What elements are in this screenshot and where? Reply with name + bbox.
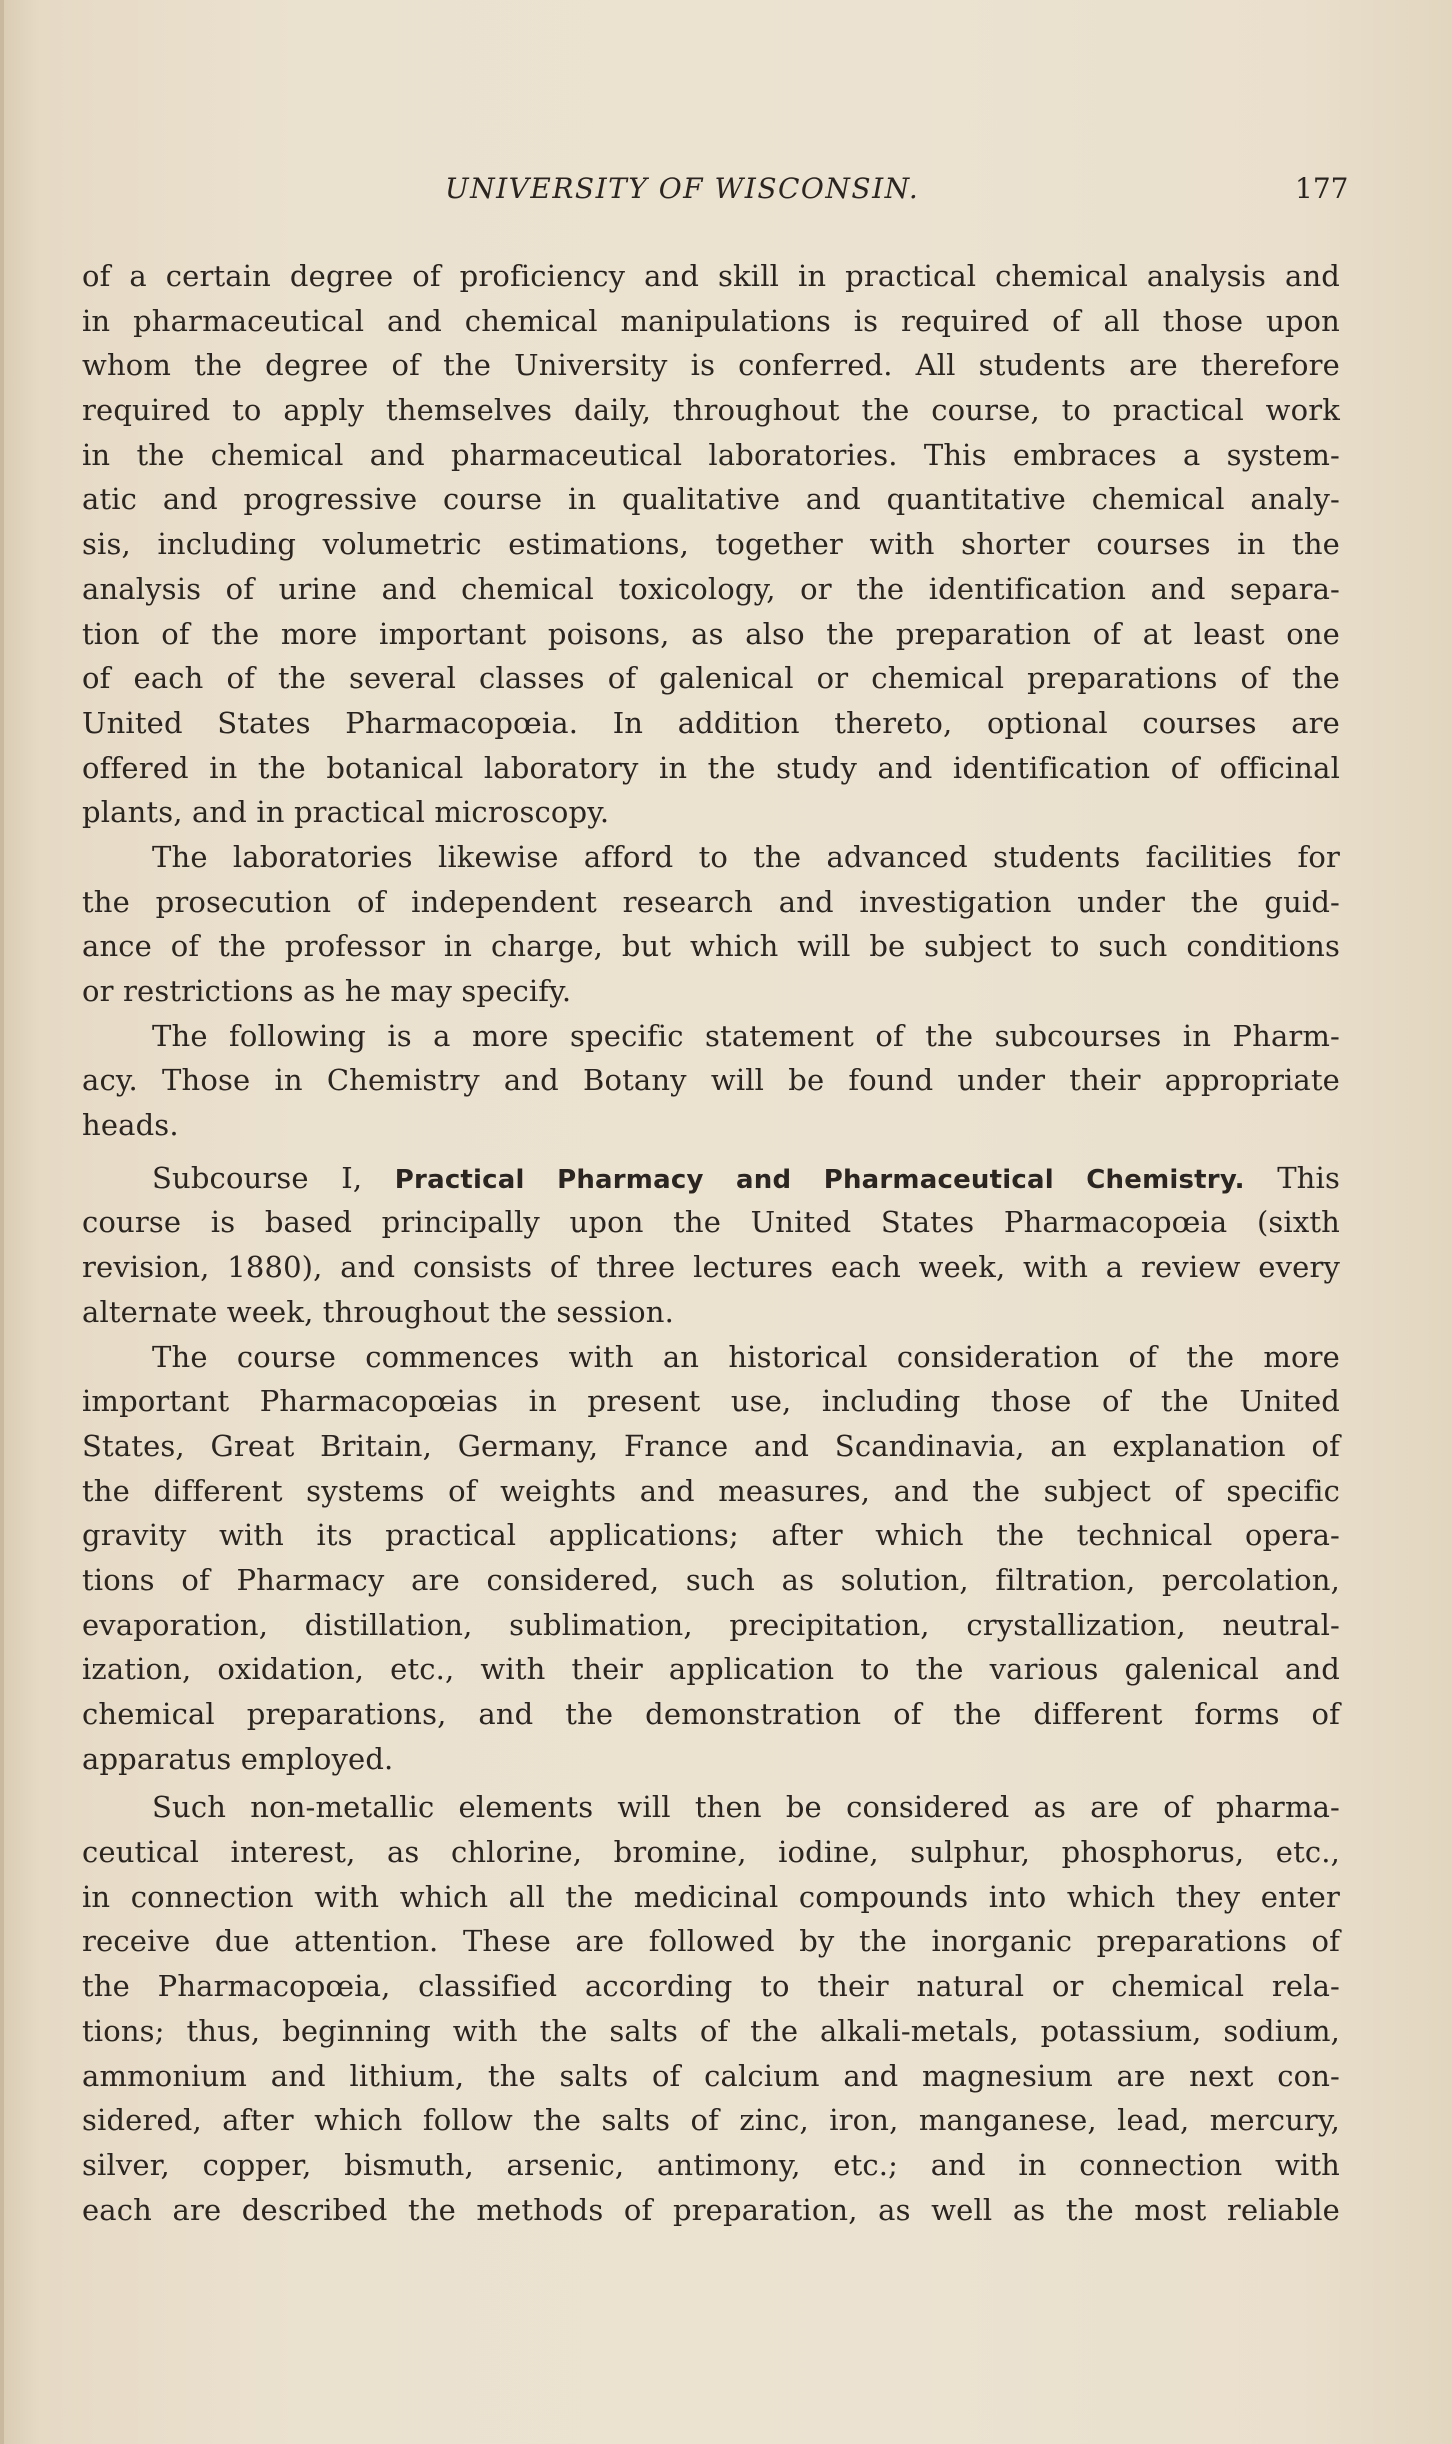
text-line: Such non-metallic elements will then be considered as are of pharma- [152,1790,1340,1825]
text-line: or restrictions as he may specify. [82,974,572,1008]
text-line: States, Great Britain, Germany, France and Scandinavia, an explanation of [82,1428,1340,1463]
text-line: analysis of urine and chemical toxicology, or the identification and separa- [82,571,1340,606]
subcourse-tail: This [1244,1160,1340,1195]
text-line: United States Pharmacopœia. In addition thereto, optional courses are [82,705,1340,740]
text-line: ammonium and lithium, the salts of calcium and magnesium are next con- [82,2058,1340,2093]
text-line: The course commences with an historical consideration of the more [152,1339,1340,1374]
paragraph [82,1014,1340,1148]
text-line: ance of the professor in charge, but which will be subject to such conditions [82,929,1340,964]
text-line: acy. Those in Chemistry and Botany will be found under their appropriate [82,1063,1340,1098]
text-line: the different systems of weights and measures, and the subject of specific [82,1473,1340,1508]
text-line: sidered, after which follow the salts of zinc, iron, manganese, lead, mercury, [82,2103,1340,2138]
page-number: 177 [1295,172,1349,205]
text-line: in pharmaceutical and chemical manipulations is required of all those upon [82,303,1340,338]
page-header [0,172,1452,222]
subcourse-heading-line [82,1156,1340,1201]
text-line: evaporation, distillation, sublimation, precipitation, crystallization, neutral- [82,1607,1340,1642]
text-line: plants, and in practical microscopy. [82,795,610,830]
paragraph [82,835,1340,1014]
text-line: offered in the botanical laboratory in the study and identification of officinal [82,750,1340,785]
text-line: tions of Pharmacy are considered, such as solution, filtration, percolation, [82,1562,1340,1597]
text-line: the prosecution of independent research and investigation under the guid- [82,884,1340,919]
text-line: silver, copper, bismuth, arsenic, antimony, etc.; and in connection with [82,2147,1340,2182]
text-line: each are described the methods of preparation, as well as the most reliable [82,2192,1340,2227]
paragraph [82,1785,1340,2232]
text-line: in the chemical and pharmaceutical laboratories. This embraces a system- [82,437,1340,472]
running-title: UNIVERSITY OF WISCONSIN. [445,172,920,205]
text-line: atic and progressive course in qualitative and quantitative chemical analy- [82,482,1340,517]
subcourse-lead: Subcourse I, [152,1160,395,1195]
text-line: alternate week, throughout the session. [82,1294,674,1329]
text-line: revision, 1880), and consists of three lectures each week, with a review every [82,1250,1340,1285]
text-line: important Pharmacopœias in present use, including those of the United [82,1384,1340,1419]
text-line: in connection with which all the medicinal compounds into which they enter [82,1879,1340,1914]
text-line: required to apply themselves daily, throughout the course, to practical work [82,393,1340,428]
text-line: sis, including volumetric estimations, together with shorter courses in the [82,527,1340,562]
text-line: tions; thus, beginning with the salts of the alkali-metals, potassium, sodium, [82,2013,1340,2048]
paragraph [82,254,1340,835]
text-line: chemical preparations, and the demonstration of the different forms of [82,1697,1340,1731]
text-line: gravity with its practical applications; after which the technical opera- [82,1518,1340,1553]
body-text [82,254,1340,2232]
text-line: receive due attention. These are followed by the inorganic preparations of [82,1924,1340,1959]
text-line: course is based principally upon the United States Pharmacopœia (sixth [82,1205,1340,1240]
text-line: of a certain degree of proficiency and skill in practical chemical analysis and [82,259,1340,293]
text-line: ceutical interest, as chlorine, bromine, iodine, sulphur, phosphorus, etc., [82,1835,1340,1870]
text-line: the Pharmacopœia, classified according to their natural or chemical rela- [82,1969,1340,2004]
text-line: tion of the more important poisons, as also the preparation of at least one [82,616,1340,651]
text-line: heads. [82,1108,179,1143]
paragraph-subcourse [82,1156,1340,1335]
text-line: of each of the several classes of galenical or chemical preparations of the [82,661,1340,696]
text-line: The laboratories likewise afford to the advanced students facilities for [152,839,1340,874]
page-edge-shadow [0,0,4,2444]
text-line: The following is a more specific statement of the subcourses in Pharm- [152,1018,1340,1053]
subcourse-title: Practical Pharmacy and Pharmaceutical Chemistry. [394,1164,1245,1195]
paragraph [82,1335,1340,1782]
text-line: whom the degree of the University is conferred. All students are therefore [82,348,1340,383]
text-line: apparatus employed. [82,1741,394,1776]
text-line: ization, oxidation, etc., with their application to the various galenical and [82,1652,1340,1687]
